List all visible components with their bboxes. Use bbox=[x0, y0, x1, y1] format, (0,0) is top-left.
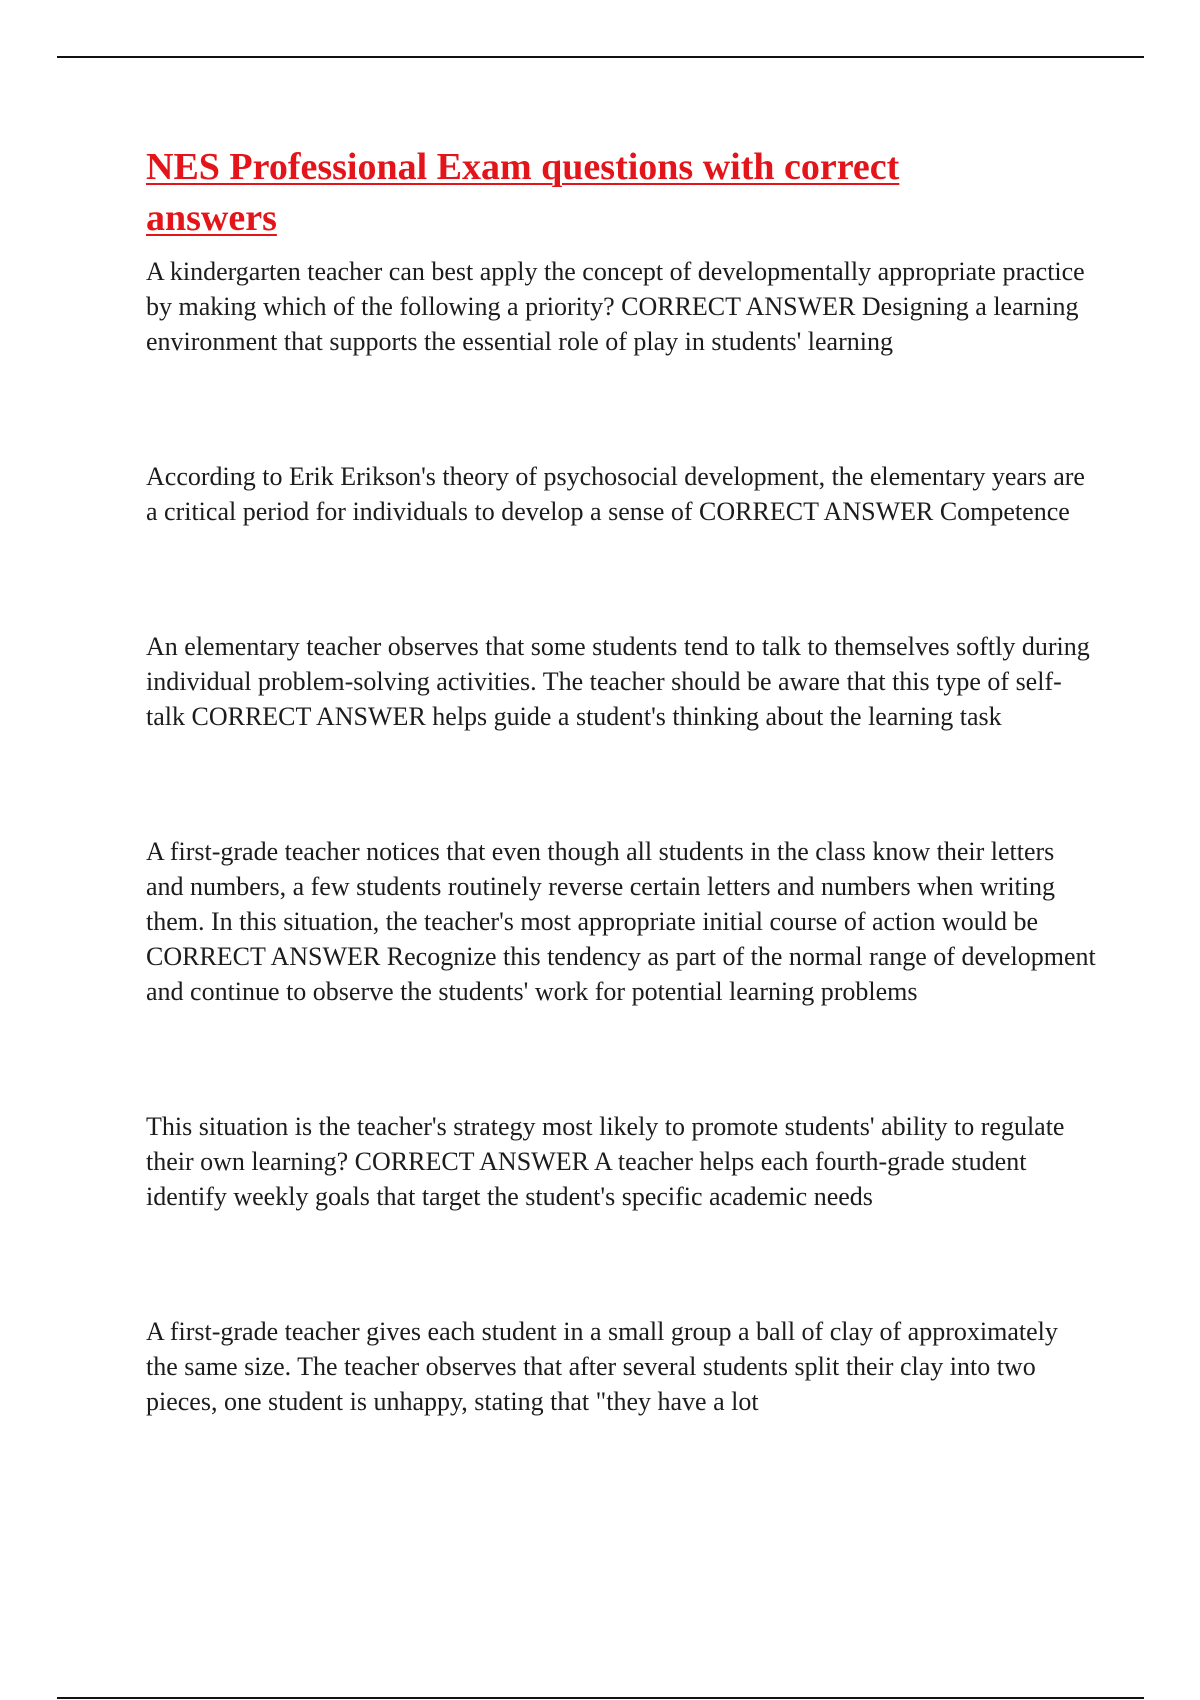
document-body bbox=[146, 142, 1096, 1419]
answer-marker: CORRECT ANSWER bbox=[146, 942, 381, 971]
qa-item bbox=[146, 1314, 1096, 1419]
answer-marker: CORRECT ANSWER bbox=[699, 497, 934, 526]
qa-list bbox=[146, 254, 1096, 1419]
answer-text: Competence bbox=[939, 497, 1070, 526]
qa-item bbox=[146, 459, 1096, 529]
answer-marker: CORRECT ANSWER bbox=[354, 1147, 589, 1176]
answer-text: Designing a learning environment that supports the essential role of play in students' learning bbox=[146, 292, 1079, 356]
question-text: According to Erik Erikson's theory of psychosocial development, the elementary years are a critical period for individuals to develop a sense of bbox=[146, 462, 1085, 526]
document-title: NES Professional Exam questions with correct answers bbox=[146, 146, 900, 239]
question-text: A kindergarten teacher can best apply the concept of developmentally appropriate practice by making which of the following a priority? bbox=[146, 257, 1085, 321]
header-rule bbox=[57, 56, 1144, 58]
question-text: This situation is the teacher's strategy most likely to promote students' ability to regulate their own learning? bbox=[146, 1112, 1065, 1176]
question-text: A first-grade teacher gives each student in a small group a ball of clay of approximately the same size. The teacher observes that after several students split their clay into two pieces, one student is unhappy, stating that "they have a lot bbox=[146, 1317, 1058, 1416]
answer-marker: CORRECT ANSWER bbox=[191, 702, 426, 731]
question-text: A first-grade teacher notices that even though all students in the class know their letters and numbers, a few students routinely reverse certain letters and numbers when writing them. In this situation, the teacher's most appropriate initial course of action would be bbox=[146, 837, 1055, 936]
answer-text: A teacher helps each fourth-grade student identify weekly goals that target the student's specific academic needs bbox=[146, 1147, 1027, 1211]
qa-item bbox=[146, 629, 1096, 734]
qa-item bbox=[146, 254, 1096, 359]
answer-text: helps guide a student's thinking about the learning task bbox=[432, 702, 1002, 731]
footer-rule bbox=[57, 1697, 1144, 1699]
answer-marker: CORRECT ANSWER bbox=[621, 292, 856, 321]
answer-text: Recognize this tendency as part of the normal range of development and continue to observe the students' work for potential learning problems bbox=[146, 942, 1096, 1006]
qa-item bbox=[146, 834, 1096, 1009]
qa-item bbox=[146, 1109, 1096, 1214]
question-text: An elementary teacher observes that some students tend to talk to themselves softly during individual problem-solving activities. The teacher should be aware that this type of self-talk bbox=[146, 632, 1090, 731]
